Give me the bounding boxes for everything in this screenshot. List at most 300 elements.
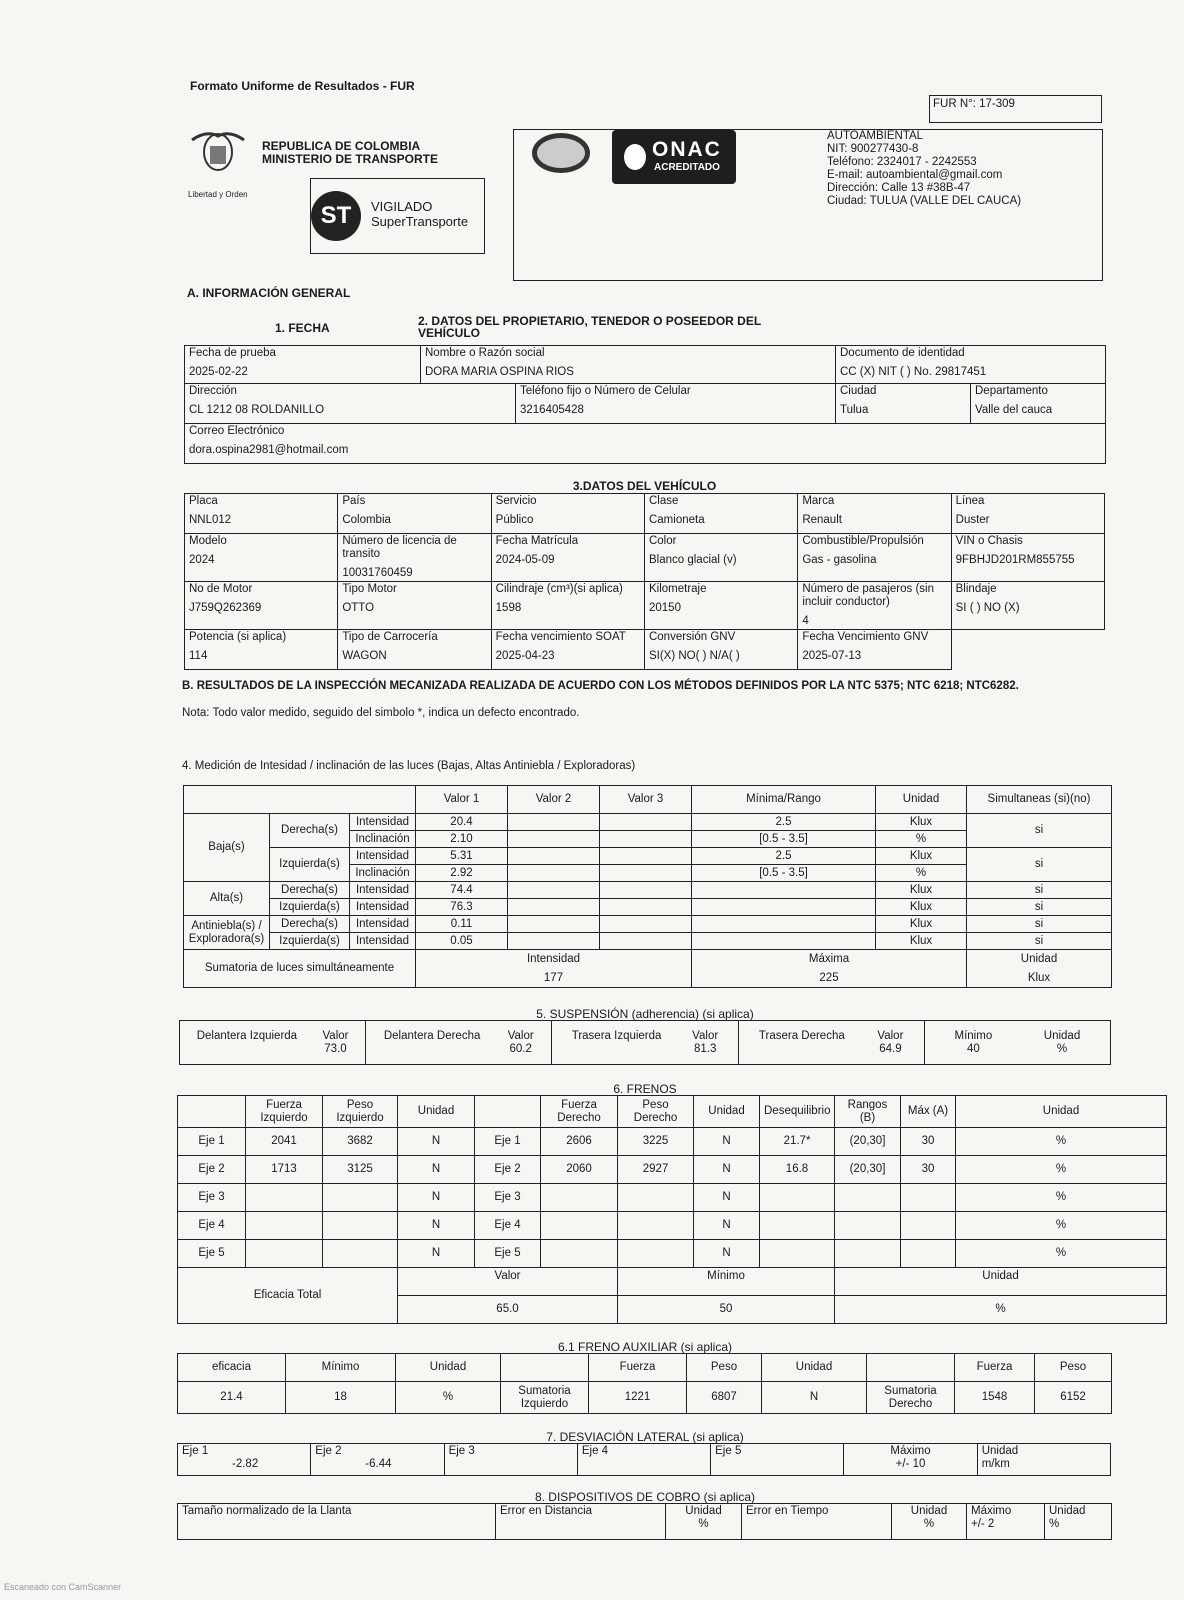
table-cell: 21.7* [760, 1128, 835, 1156]
table-cell: si [967, 933, 1112, 950]
table-cell: 3225 [618, 1128, 694, 1156]
onac-logo [612, 130, 736, 184]
table-cell: % [396, 1382, 501, 1414]
text: Valle del cauca [975, 404, 1053, 416]
table-cell [835, 1212, 901, 1240]
luces-row [184, 899, 1112, 916]
text: 1598 [495, 602, 522, 614]
table-cell: Eje 5 [475, 1240, 541, 1268]
vehicle-field [491, 582, 644, 630]
text: dora.ospina2981@hotmail.com [189, 444, 349, 456]
section-a-title: A. INFORMACIÓN GENERAL [187, 286, 351, 300]
table-cell: 76.3 [416, 899, 508, 916]
table-cell [323, 1240, 398, 1268]
table-cell: Valor 1 [416, 786, 508, 814]
table-cell: N [694, 1212, 760, 1240]
text: 81.3 [693, 1042, 717, 1055]
text: Máxima [808, 952, 850, 965]
table-cell [835, 1240, 901, 1268]
table-cell: N [398, 1156, 475, 1184]
table-cell: eficacia [178, 1354, 286, 1382]
freno-row [178, 1212, 1167, 1240]
table-cell: 2606 [541, 1128, 618, 1156]
text: 2025-02-22 [189, 366, 248, 378]
text: 9FBHJD201RM855755 [955, 554, 1075, 566]
text: Fecha Matrícula [495, 535, 579, 547]
table-cell: % [956, 1184, 1167, 1212]
supertransporte-text: SuperTransporte [371, 214, 469, 229]
table-cell [541, 1240, 618, 1268]
table-cell: Desequilibrio [760, 1096, 835, 1128]
vehicle-field [798, 494, 951, 534]
text: Camioneta [648, 514, 705, 526]
table-cell [967, 1504, 1045, 1540]
table-cell: N [694, 1128, 760, 1156]
sumatoria-label: Sumatoria de luces simultáneamente [184, 950, 416, 988]
text: Valor [692, 1029, 719, 1042]
suspension-item [738, 1021, 924, 1065]
table-cell: Inclinación [350, 865, 416, 882]
vehicle-field [798, 534, 951, 582]
cda-email: E-mail: autoambiental@gmail.com [827, 169, 1003, 181]
text: OTTO [342, 602, 375, 614]
table-cell [508, 899, 600, 916]
text: Número de licencia de transito [342, 535, 457, 560]
owner-title: 2. DATOS DEL PROPIETARIO, TENEDOR O POSEEDOR DEL VEHÍCULO [418, 314, 761, 340]
table-cell: N [694, 1156, 760, 1184]
text: Unidad [835, 1270, 1166, 1296]
table-cell: 3682 [323, 1128, 398, 1156]
vehicle-field [185, 582, 338, 630]
sumatoria-intensidad [416, 950, 692, 988]
table-cell: Unidad [694, 1096, 760, 1128]
correo-cell [185, 424, 1106, 464]
text: Clase [648, 495, 679, 507]
table-cell: Rangos (B) [835, 1096, 901, 1128]
text: 2024 [189, 554, 215, 566]
table-cell: Baja(s) [184, 814, 270, 882]
table-cell [398, 1268, 618, 1324]
table-cell: Klux [876, 882, 967, 899]
luces-row [184, 814, 1112, 831]
text: Fecha vencimiento SOAT [495, 631, 626, 643]
text: % [698, 1518, 709, 1530]
departamento-cell [971, 384, 1106, 424]
table-cell [901, 1240, 956, 1268]
table-cell: Antiniebla(s) / Exploradora(s) [184, 916, 270, 950]
owner-table [184, 345, 1106, 464]
text: Marca [802, 495, 835, 507]
suspension-title: 5. SUSPENSIÓN (adherencia) (si aplica) [536, 1007, 754, 1021]
desviacion-eje [577, 1444, 710, 1476]
scanner-watermark: Escaneado con CamScanner [4, 1582, 122, 1592]
table-cell [508, 916, 600, 933]
text: Servicio [495, 495, 537, 507]
table-cell [508, 882, 600, 899]
table-cell [901, 1184, 956, 1212]
fur-number: FUR N°: 17-309 [933, 98, 1015, 110]
table-cell: Valor 2 [508, 786, 600, 814]
vehicle-field [338, 534, 491, 582]
text: 20150 [648, 602, 681, 614]
luces-table [183, 785, 1112, 988]
table-cell: 30 [901, 1156, 956, 1184]
table-cell: Eje 2 [178, 1156, 246, 1184]
table-cell: 21.4 [178, 1382, 286, 1414]
table-cell: Fuerza Izquierdo [246, 1096, 323, 1128]
table-cell: Alta(s) [184, 882, 270, 916]
table-cell: N [398, 1212, 475, 1240]
vehicle-field [798, 582, 951, 630]
text: Unidad [981, 1445, 1019, 1457]
text: WAGON [342, 650, 387, 662]
section-b-note: Nota: Todo valor medido, seguido del simbolo *, indica un defecto encontrado. [182, 707, 580, 719]
table-cell: N [694, 1240, 760, 1268]
telefono-cell [516, 384, 836, 424]
text: Blindaje [955, 583, 997, 595]
cda-address: Dirección: Calle 13 #38B-47 [827, 182, 971, 194]
table-cell [541, 1212, 618, 1240]
text: Eje 2 [315, 1445, 342, 1457]
cda-logo-icon [532, 133, 590, 173]
table-cell: Intensidad [350, 916, 416, 933]
table-cell [508, 933, 600, 950]
table-cell: Unidad [762, 1354, 867, 1382]
desviacion-title: 7. DESVIACIÓN LATERAL (si aplica) [546, 1430, 744, 1444]
table-cell: Klux [876, 933, 967, 950]
table-cell [600, 865, 692, 882]
table-cell [977, 1444, 1110, 1476]
table-cell [618, 1268, 835, 1324]
table-cell: N [398, 1240, 475, 1268]
text: Kilometraje [648, 583, 707, 595]
text: Unidad [1043, 1029, 1081, 1042]
frenos-table [177, 1095, 1167, 1324]
table-cell [323, 1184, 398, 1212]
desviacion-eje [178, 1444, 311, 1476]
direccion-cell [185, 384, 516, 424]
table-cell: Unidad [396, 1354, 501, 1382]
freno-row [178, 1128, 1167, 1156]
table-cell [867, 1354, 955, 1382]
table-cell: Eje 1 [178, 1128, 246, 1156]
table-cell [600, 916, 692, 933]
text: 2024-05-09 [495, 554, 555, 566]
text: 40 [966, 1042, 980, 1055]
text: Valor [322, 1029, 349, 1042]
luces-row [184, 848, 1112, 865]
table-cell [501, 1354, 589, 1382]
table-cell [184, 786, 416, 814]
table-cell: si [967, 916, 1112, 933]
vehicle-field [491, 534, 644, 582]
text: 50 [719, 1302, 733, 1315]
text: Blanco glacial (v) [648, 554, 737, 566]
desviacion-eje [444, 1444, 577, 1476]
table-cell [692, 899, 876, 916]
table-cell: 18 [286, 1382, 396, 1414]
text: CL 1212 08 ROLDANILLO [189, 404, 325, 416]
vehicle-field [338, 494, 491, 534]
text: Fecha de prueba [189, 347, 276, 359]
table-cell: Klux [876, 916, 967, 933]
table-cell [246, 1212, 323, 1240]
text: Delantera Izquierda [196, 1029, 298, 1042]
text: 4 [802, 615, 809, 627]
cda-phone: Teléfono: 2324017 - 2242553 [827, 156, 977, 168]
text: Mínimo [618, 1270, 834, 1296]
table-cell: 2060 [541, 1156, 618, 1184]
onac-text: ONAC [652, 138, 722, 161]
vehicle-field [338, 582, 491, 630]
table-cell [323, 1212, 398, 1240]
table-cell [600, 933, 692, 950]
table-cell [901, 1212, 956, 1240]
table-cell: 6152 [1035, 1382, 1112, 1414]
fecha-title: 1. FECHA [275, 321, 330, 335]
table-cell [600, 882, 692, 899]
luces-title: 4. Medición de Intesidad / inclinación de las luces (Bajas, Altas Antiniebla / Exploradoras) [182, 760, 636, 772]
table-cell [508, 865, 600, 882]
table-cell: Unidad [398, 1096, 475, 1128]
table-cell: Izquierda(s) [270, 899, 350, 916]
fur-number-box [929, 95, 1102, 123]
text: 3216405428 [520, 404, 584, 416]
desviacion-table [177, 1443, 1111, 1476]
vehicle-field [644, 534, 797, 582]
ministry-name: MINISTERIO DE TRANSPORTE [262, 152, 439, 166]
table-cell: Unidad [956, 1096, 1167, 1128]
table-cell: Derecha(s) [270, 882, 350, 899]
text: DORA MARIA OSPINA RIOS [425, 366, 574, 378]
vehicle-field [185, 494, 338, 534]
text: 73.0 [324, 1042, 347, 1055]
text: Tulua [840, 404, 869, 416]
cda-nit: NIT: 900277430-8 [827, 143, 919, 155]
table-cell [618, 1240, 694, 1268]
suspension-item [552, 1021, 738, 1065]
desviacion-eje [311, 1444, 444, 1476]
text: 64.9 [879, 1042, 902, 1055]
table-cell [178, 1096, 246, 1128]
table-cell: Klux [876, 848, 967, 865]
text: Combustible/Propulsión [802, 535, 924, 547]
table-cell: Peso Derecho [618, 1096, 694, 1128]
text: Color [648, 535, 677, 547]
text: Valor [877, 1029, 904, 1042]
suspension-item [366, 1021, 552, 1065]
text: Eje 3 [448, 1445, 475, 1457]
text: m/km [981, 1458, 1010, 1470]
sumatoria-unidad [967, 950, 1112, 988]
text: 65.0 [496, 1302, 519, 1315]
table-cell: Valor 3 [600, 786, 692, 814]
table-cell: 1548 [955, 1382, 1035, 1414]
text: No de Motor [189, 583, 253, 595]
vehicle-field [491, 494, 644, 534]
table-cell: (20,30] [835, 1156, 901, 1184]
ciudad-cell [836, 384, 971, 424]
text: Colombia [342, 514, 391, 526]
text: Delantera Derecha [383, 1029, 481, 1042]
text: Máximo [890, 1445, 931, 1457]
text: Valor [398, 1270, 617, 1296]
table-cell: Error en Tiempo [742, 1504, 892, 1540]
luces-row [184, 933, 1112, 950]
table-cell: Eficacia Total [178, 1268, 398, 1324]
desviacion-eje [711, 1444, 844, 1476]
text: Máximo [971, 1505, 1012, 1517]
text: Unidad [1020, 952, 1058, 965]
table-cell: (20,30] [835, 1128, 901, 1156]
table-cell [618, 1212, 694, 1240]
table-cell [246, 1184, 323, 1212]
table-cell [760, 1212, 835, 1240]
table-cell: N [398, 1128, 475, 1156]
text: % [1056, 1042, 1068, 1055]
table-cell [835, 1268, 1167, 1324]
table-cell: si [967, 882, 1112, 899]
text: Departamento [975, 385, 1048, 397]
table-cell: Eje 5 [178, 1240, 246, 1268]
cobro-table [177, 1503, 1112, 1540]
vehicle-field [951, 582, 1104, 630]
text: 2025-07-13 [802, 650, 862, 662]
table-cell: Unidad [876, 786, 967, 814]
luces-row [184, 882, 1112, 899]
text: Tipo Motor [342, 583, 397, 595]
table-cell: Klux [876, 899, 967, 916]
text: 114 [189, 650, 208, 662]
text: Fecha Vencimiento GNV [802, 631, 929, 643]
text: CC (X) NIT ( ) No. 29817451 [840, 366, 987, 378]
onac-circle-icon [624, 144, 646, 170]
vehicle-field [185, 630, 338, 670]
text: SI ( ) NO (X) [955, 602, 1020, 614]
text: % [1049, 1518, 1060, 1530]
colombia-coat-of-arms-icon [188, 128, 248, 183]
table-cell: Derecha(s) [270, 814, 350, 848]
text: Modelo [189, 535, 227, 547]
table-cell: 2.5 [692, 848, 876, 865]
text: +/- 10 [895, 1458, 926, 1470]
text: Teléfono fijo o Número de Celular [520, 385, 691, 397]
luces-row [184, 916, 1112, 933]
table-cell: si [967, 814, 1112, 848]
text: Mínimo [954, 1029, 993, 1042]
text: 10031760459 [342, 567, 413, 579]
table-cell: 5.31 [416, 848, 508, 865]
table-cell: % [956, 1156, 1167, 1184]
text: 225 [819, 971, 839, 984]
text: 177 [543, 971, 564, 984]
table-cell: Intensidad [350, 814, 416, 831]
table-cell [835, 1184, 901, 1212]
text: 2025-04-23 [495, 650, 555, 662]
table-cell: si [967, 899, 1112, 916]
text: 60.2 [509, 1042, 532, 1055]
text: Eje 1 [182, 1445, 209, 1457]
table-cell [844, 1444, 977, 1476]
supertransporte-logo [310, 178, 485, 254]
cda-name: AUTOAMBIENTAL [827, 130, 924, 142]
table-cell: Simultaneas (si)(no) [967, 786, 1112, 814]
freno-row [178, 1240, 1167, 1268]
table-cell: N [398, 1184, 475, 1212]
text: Unidad [685, 1505, 722, 1517]
table-cell [892, 1504, 967, 1540]
text: Trasera Izquierda [571, 1029, 662, 1042]
vehicle-field [951, 534, 1104, 582]
table-cell [600, 848, 692, 865]
vehicle-field [491, 630, 644, 670]
text: Intensidad [526, 952, 581, 965]
motto: Libertad y Orden [188, 190, 248, 199]
table-cell: 2041 [246, 1128, 323, 1156]
table-cell [1045, 1504, 1112, 1540]
table-cell: Fuerza Derecho [541, 1096, 618, 1128]
sumatoria-maxima [692, 950, 967, 988]
text: Nombre o Razón social [425, 347, 545, 359]
documento-cell [836, 346, 1106, 384]
vehicle-table [184, 493, 1105, 670]
cda-details [827, 130, 1021, 208]
vehicle-field [338, 630, 491, 670]
freno-row [178, 1184, 1167, 1212]
text: +/- 2 [971, 1518, 995, 1530]
table-cell: Mínimo [286, 1354, 396, 1382]
table-cell [692, 882, 876, 899]
table-cell: Eje 3 [475, 1184, 541, 1212]
st-logo-icon: ST [311, 191, 361, 241]
text: Valor [507, 1029, 534, 1042]
fecha-cell [185, 346, 421, 384]
table-cell: Máx (A) [901, 1096, 956, 1128]
vehicle-title: 3.DATOS DEL VEHÍCULO [572, 479, 717, 493]
freno-row [178, 1156, 1167, 1184]
vehicle-field [644, 630, 797, 670]
table-cell: 6807 [687, 1382, 762, 1414]
table-cell: Eje 3 [178, 1184, 246, 1212]
table-cell [666, 1504, 742, 1540]
table-cell: [0.5 - 3.5] [692, 865, 876, 882]
text: Klux [1027, 971, 1051, 984]
text: SI(X) NO( ) N/A( ) [648, 650, 740, 662]
table-cell: Fuerza [589, 1354, 687, 1382]
table-cell: [0.5 - 3.5] [692, 831, 876, 848]
vehicle-field [644, 494, 797, 534]
table-cell: Mínima/Rango [692, 786, 876, 814]
table-cell: Intensidad [350, 882, 416, 899]
table-cell: Klux [876, 814, 967, 831]
freno-aux-title: 6.1 FRENO AUXILIAR (si aplica) [557, 1340, 733, 1354]
table-cell [760, 1184, 835, 1212]
text: Placa [189, 495, 218, 507]
text: Duster [955, 514, 990, 526]
table-cell: Derecha(s) [270, 916, 350, 933]
table-cell: Intensidad [350, 899, 416, 916]
text: Unidad [1049, 1505, 1086, 1517]
text: Documento de identidad [840, 347, 965, 359]
table-cell: 2.10 [416, 831, 508, 848]
vehicle-field [798, 630, 951, 670]
table-cell: 2.5 [692, 814, 876, 831]
table-cell: Eje 4 [178, 1212, 246, 1240]
table-cell: Sumatoria Izquierdo [501, 1382, 589, 1414]
table-cell: Peso Izquierdo [323, 1096, 398, 1128]
text: Unidad [910, 1505, 948, 1517]
suspension-table [179, 1020, 1111, 1065]
